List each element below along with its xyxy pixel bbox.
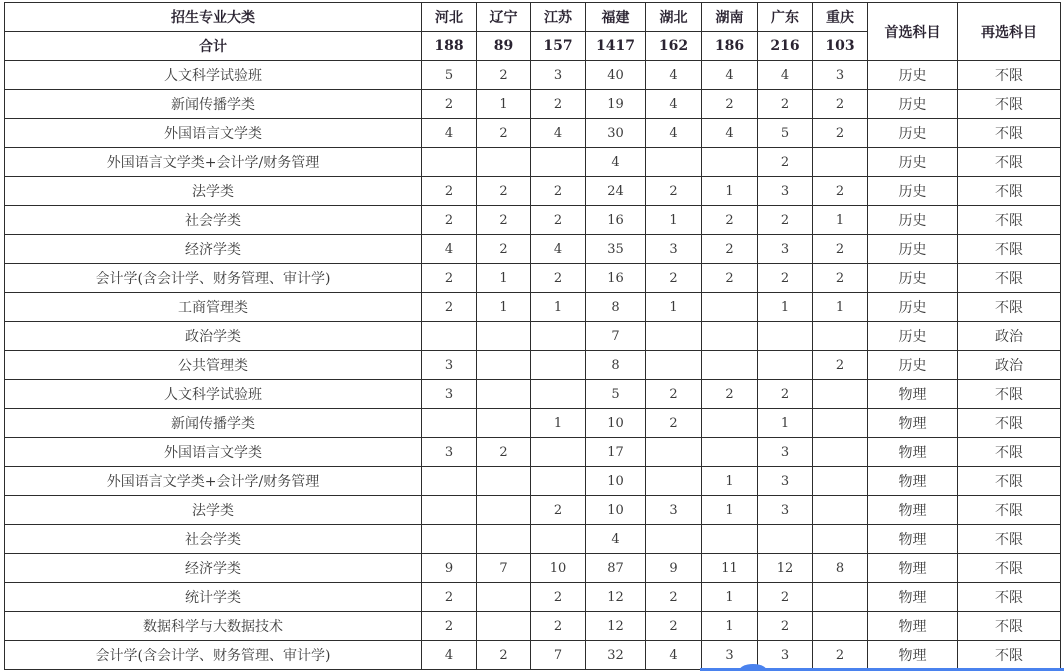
value-cell: 3 — [422, 380, 477, 409]
second-subject-cell: 不限 — [958, 554, 1061, 583]
value-cell: 2 — [702, 235, 758, 264]
value-cell: 2 — [422, 293, 477, 322]
second-subject-cell: 政治 — [958, 351, 1061, 380]
first-subject-cell: 物理 — [868, 554, 958, 583]
table-row — [5, 148, 1061, 177]
second-subject-cell: 不限 — [958, 496, 1061, 525]
table-body — [5, 61, 1061, 670]
value-cell: 2 — [758, 583, 813, 612]
table-row — [5, 525, 1061, 554]
table-row — [5, 641, 1061, 670]
value-cell — [646, 351, 702, 380]
value-cell: 5 — [422, 61, 477, 90]
value-cell — [477, 496, 531, 525]
table-row — [5, 322, 1061, 351]
header-province-hubei: 湖北 — [646, 3, 702, 32]
value-cell: 7 — [586, 322, 646, 351]
value-cell: 4 — [586, 148, 646, 177]
value-cell: 3 — [531, 61, 586, 90]
value-cell — [813, 148, 868, 177]
value-cell — [702, 351, 758, 380]
category-cell: 人文科学试验班 — [5, 61, 422, 90]
value-cell: 16 — [586, 206, 646, 235]
value-cell: 87 — [586, 554, 646, 583]
value-cell — [702, 322, 758, 351]
value-cell: 12 — [586, 583, 646, 612]
value-cell — [531, 351, 586, 380]
value-cell — [422, 148, 477, 177]
table-row — [5, 235, 1061, 264]
value-cell: 2 — [531, 496, 586, 525]
value-cell — [702, 148, 758, 177]
value-cell: 3 — [422, 351, 477, 380]
value-cell — [702, 525, 758, 554]
value-cell: 2 — [702, 90, 758, 119]
category-cell: 法学类 — [5, 177, 422, 206]
value-cell: 4 — [531, 119, 586, 148]
value-cell: 4 — [646, 641, 702, 670]
category-cell: 公共管理类 — [5, 351, 422, 380]
second-subject-cell: 不限 — [958, 641, 1061, 670]
header-province-liaoning: 辽宁 — [477, 3, 531, 32]
table-row — [5, 467, 1061, 496]
value-cell — [531, 438, 586, 467]
header-province-hebei: 河北 — [422, 3, 477, 32]
value-cell: 3 — [758, 467, 813, 496]
second-subject-cell: 不限 — [958, 380, 1061, 409]
table-row — [5, 438, 1061, 467]
value-cell: 8 — [586, 351, 646, 380]
value-cell — [477, 583, 531, 612]
value-cell: 10 — [531, 554, 586, 583]
table-row — [5, 380, 1061, 409]
value-cell — [758, 525, 813, 554]
value-cell: 2 — [758, 90, 813, 119]
value-cell: 2 — [758, 264, 813, 293]
first-subject-cell: 物理 — [868, 583, 958, 612]
value-cell: 2 — [477, 235, 531, 264]
value-cell — [531, 322, 586, 351]
value-cell: 10 — [586, 496, 646, 525]
value-cell: 2 — [758, 206, 813, 235]
value-cell: 2 — [477, 206, 531, 235]
second-subject-cell: 不限 — [958, 612, 1061, 641]
header-province-jiangsu: 江苏 — [531, 3, 586, 32]
value-cell: 2 — [477, 61, 531, 90]
value-cell: 10 — [586, 467, 646, 496]
value-cell — [702, 293, 758, 322]
first-subject-cell: 历史 — [868, 148, 958, 177]
value-cell: 4 — [422, 235, 477, 264]
category-cell: 社会学类 — [5, 206, 422, 235]
header-province-chongqing: 重庆 — [813, 3, 868, 32]
value-cell: 2 — [813, 351, 868, 380]
value-cell: 2 — [813, 264, 868, 293]
first-subject-cell: 历史 — [868, 322, 958, 351]
value-cell: 4 — [531, 235, 586, 264]
value-cell: 17 — [586, 438, 646, 467]
second-subject-cell: 不限 — [958, 119, 1061, 148]
value-cell: 3 — [758, 641, 813, 670]
value-cell — [813, 612, 868, 641]
second-subject-cell: 政治 — [958, 322, 1061, 351]
value-cell: 2 — [531, 264, 586, 293]
category-cell: 会计学(含会计学、财务管理、审计学) — [5, 641, 422, 670]
header-province-hunan: 湖南 — [702, 3, 758, 32]
value-cell: 2 — [758, 148, 813, 177]
value-cell — [646, 525, 702, 554]
value-cell: 1 — [702, 496, 758, 525]
header-first-subject: 首选科目 — [868, 3, 958, 61]
value-cell: 3 — [758, 177, 813, 206]
value-cell — [702, 438, 758, 467]
value-cell: 3 — [758, 438, 813, 467]
value-cell — [813, 322, 868, 351]
table-row — [5, 293, 1061, 322]
category-cell: 社会学类 — [5, 525, 422, 554]
category-cell: 会计学(含会计学、财务管理、审计学) — [5, 264, 422, 293]
admission-plan-table — [4, 2, 1061, 670]
value-cell: 1 — [813, 206, 868, 235]
admission-plan-table-container — [4, 2, 1061, 670]
total-value: 216 — [758, 32, 813, 61]
value-cell — [477, 612, 531, 641]
value-cell: 1 — [477, 264, 531, 293]
second-subject-cell: 不限 — [958, 177, 1061, 206]
first-subject-cell: 历史 — [868, 293, 958, 322]
value-cell: 8 — [586, 293, 646, 322]
value-cell: 2 — [422, 612, 477, 641]
value-cell: 2 — [646, 612, 702, 641]
value-cell: 2 — [477, 438, 531, 467]
first-subject-cell: 物理 — [868, 409, 958, 438]
value-cell — [477, 409, 531, 438]
value-cell: 12 — [586, 612, 646, 641]
value-cell: 1 — [646, 206, 702, 235]
value-cell — [477, 467, 531, 496]
value-cell: 4 — [422, 119, 477, 148]
category-cell: 新闻传播学类 — [5, 409, 422, 438]
value-cell: 2 — [531, 612, 586, 641]
header-second-subject: 再选科目 — [958, 3, 1061, 61]
value-cell: 2 — [646, 264, 702, 293]
value-cell: 1 — [758, 409, 813, 438]
header-row — [5, 3, 1061, 32]
value-cell — [531, 525, 586, 554]
table-row — [5, 61, 1061, 90]
table-row — [5, 554, 1061, 583]
value-cell: 4 — [702, 119, 758, 148]
first-subject-cell: 历史 — [868, 61, 958, 90]
value-cell: 2 — [646, 583, 702, 612]
category-cell: 统计学类 — [5, 583, 422, 612]
category-cell: 新闻传播学类 — [5, 90, 422, 119]
value-cell — [813, 496, 868, 525]
value-cell: 30 — [586, 119, 646, 148]
second-subject-cell: 不限 — [958, 583, 1061, 612]
table-row — [5, 351, 1061, 380]
value-cell: 40 — [586, 61, 646, 90]
value-cell: 2 — [531, 583, 586, 612]
value-cell — [422, 322, 477, 351]
value-cell — [813, 583, 868, 612]
value-cell: 9 — [646, 554, 702, 583]
total-value: 186 — [702, 32, 758, 61]
value-cell: 2 — [531, 90, 586, 119]
first-subject-cell: 物理 — [868, 496, 958, 525]
value-cell: 2 — [646, 409, 702, 438]
value-cell — [531, 467, 586, 496]
category-cell: 外国语言文学类+会计学/财务管理 — [5, 467, 422, 496]
category-cell: 经济学类 — [5, 235, 422, 264]
total-label: 合计 — [5, 32, 422, 61]
second-subject-cell: 不限 — [958, 90, 1061, 119]
first-subject-cell: 历史 — [868, 206, 958, 235]
value-cell: 1 — [702, 467, 758, 496]
value-cell: 9 — [422, 554, 477, 583]
value-cell: 1 — [813, 293, 868, 322]
category-cell: 人文科学试验班 — [5, 380, 422, 409]
second-subject-cell: 不限 — [958, 438, 1061, 467]
value-cell — [477, 525, 531, 554]
value-cell: 1 — [477, 293, 531, 322]
value-cell — [758, 322, 813, 351]
value-cell: 1 — [702, 612, 758, 641]
value-cell: 4 — [702, 61, 758, 90]
value-cell: 2 — [758, 380, 813, 409]
category-cell: 法学类 — [5, 496, 422, 525]
value-cell: 4 — [586, 525, 646, 554]
category-cell: 外国语言文学类 — [5, 438, 422, 467]
value-cell: 4 — [646, 61, 702, 90]
value-cell: 1 — [531, 409, 586, 438]
value-cell: 1 — [702, 583, 758, 612]
category-cell: 外国语言文学类+会计学/财务管理 — [5, 148, 422, 177]
total-value: 162 — [646, 32, 702, 61]
value-cell — [646, 467, 702, 496]
first-subject-cell: 历史 — [868, 90, 958, 119]
first-subject-cell: 历史 — [868, 351, 958, 380]
value-cell: 2 — [422, 583, 477, 612]
value-cell — [813, 467, 868, 496]
second-subject-cell: 不限 — [958, 467, 1061, 496]
value-cell: 4 — [422, 641, 477, 670]
table-row — [5, 409, 1061, 438]
value-cell: 2 — [813, 641, 868, 670]
value-cell: 4 — [646, 119, 702, 148]
value-cell — [813, 380, 868, 409]
value-cell — [477, 148, 531, 177]
value-cell: 2 — [702, 380, 758, 409]
value-cell: 19 — [586, 90, 646, 119]
value-cell: 8 — [813, 554, 868, 583]
value-cell: 3 — [702, 641, 758, 670]
category-cell: 外国语言文学类 — [5, 119, 422, 148]
value-cell: 2 — [477, 177, 531, 206]
category-cell: 数据科学与大数据技术 — [5, 612, 422, 641]
first-subject-cell: 历史 — [868, 264, 958, 293]
table-header — [5, 3, 1061, 61]
second-subject-cell: 不限 — [958, 264, 1061, 293]
value-cell: 5 — [586, 380, 646, 409]
value-cell: 2 — [702, 264, 758, 293]
value-cell: 1 — [646, 293, 702, 322]
table-row — [5, 583, 1061, 612]
value-cell: 2 — [813, 119, 868, 148]
table-row — [5, 496, 1061, 525]
value-cell — [813, 438, 868, 467]
value-cell: 35 — [586, 235, 646, 264]
clipped-blue-overlay-bump — [739, 664, 767, 671]
header-category: 招生专业大类 — [5, 3, 422, 32]
table-row — [5, 264, 1061, 293]
value-cell: 2 — [813, 90, 868, 119]
table-row — [5, 612, 1061, 641]
first-subject-cell: 历史 — [868, 119, 958, 148]
first-subject-cell: 物理 — [868, 467, 958, 496]
category-cell: 工商管理类 — [5, 293, 422, 322]
first-subject-cell: 物理 — [868, 438, 958, 467]
value-cell: 12 — [758, 554, 813, 583]
value-cell: 1 — [477, 90, 531, 119]
value-cell: 2 — [477, 119, 531, 148]
value-cell — [531, 380, 586, 409]
value-cell — [758, 351, 813, 380]
value-cell: 1 — [531, 293, 586, 322]
total-value: 157 — [531, 32, 586, 61]
table-row — [5, 177, 1061, 206]
value-cell — [422, 467, 477, 496]
first-subject-cell: 物理 — [868, 380, 958, 409]
value-cell — [477, 380, 531, 409]
second-subject-cell: 不限 — [958, 525, 1061, 554]
value-cell: 16 — [586, 264, 646, 293]
value-cell: 3 — [646, 496, 702, 525]
value-cell: 2 — [531, 206, 586, 235]
value-cell — [646, 438, 702, 467]
value-cell: 2 — [422, 264, 477, 293]
value-cell: 2 — [813, 177, 868, 206]
value-cell — [646, 148, 702, 177]
value-cell: 11 — [702, 554, 758, 583]
value-cell: 2 — [646, 177, 702, 206]
value-cell: 10 — [586, 409, 646, 438]
first-subject-cell: 物理 — [868, 612, 958, 641]
value-cell: 2 — [477, 641, 531, 670]
value-cell: 2 — [813, 235, 868, 264]
total-value: 103 — [813, 32, 868, 61]
value-cell: 2 — [646, 380, 702, 409]
value-cell: 2 — [702, 206, 758, 235]
category-cell: 政治学类 — [5, 322, 422, 351]
table-row — [5, 206, 1061, 235]
second-subject-cell: 不限 — [958, 293, 1061, 322]
total-value: 1417 — [586, 32, 646, 61]
second-subject-cell: 不限 — [958, 235, 1061, 264]
value-cell — [422, 525, 477, 554]
first-subject-cell: 物理 — [868, 525, 958, 554]
value-cell: 2 — [422, 177, 477, 206]
value-cell: 3 — [813, 61, 868, 90]
value-cell: 3 — [758, 496, 813, 525]
value-cell: 5 — [758, 119, 813, 148]
value-cell: 2 — [422, 206, 477, 235]
table-row — [5, 90, 1061, 119]
value-cell: 7 — [477, 554, 531, 583]
value-cell — [422, 496, 477, 525]
value-cell: 2 — [758, 612, 813, 641]
value-cell: 4 — [758, 61, 813, 90]
value-cell: 7 — [531, 641, 586, 670]
first-subject-cell: 历史 — [868, 235, 958, 264]
value-cell: 3 — [422, 438, 477, 467]
value-cell: 2 — [531, 177, 586, 206]
value-cell — [702, 409, 758, 438]
second-subject-cell: 不限 — [958, 409, 1061, 438]
header-province-guangdong: 广东 — [758, 3, 813, 32]
first-subject-cell: 历史 — [868, 177, 958, 206]
value-cell — [477, 351, 531, 380]
value-cell: 3 — [646, 235, 702, 264]
category-cell: 经济学类 — [5, 554, 422, 583]
total-value: 89 — [477, 32, 531, 61]
header-province-fujian: 福建 — [586, 3, 646, 32]
value-cell: 1 — [758, 293, 813, 322]
second-subject-cell: 不限 — [958, 206, 1061, 235]
table-row — [5, 119, 1061, 148]
total-value: 188 — [422, 32, 477, 61]
first-subject-cell: 物理 — [868, 641, 958, 670]
value-cell — [646, 322, 702, 351]
value-cell: 24 — [586, 177, 646, 206]
value-cell: 2 — [422, 90, 477, 119]
value-cell: 4 — [646, 90, 702, 119]
value-cell — [813, 525, 868, 554]
value-cell — [477, 322, 531, 351]
value-cell — [813, 409, 868, 438]
value-cell — [531, 148, 586, 177]
value-cell: 1 — [702, 177, 758, 206]
value-cell — [422, 409, 477, 438]
value-cell: 32 — [586, 641, 646, 670]
second-subject-cell: 不限 — [958, 61, 1061, 90]
second-subject-cell: 不限 — [958, 148, 1061, 177]
value-cell: 3 — [758, 235, 813, 264]
